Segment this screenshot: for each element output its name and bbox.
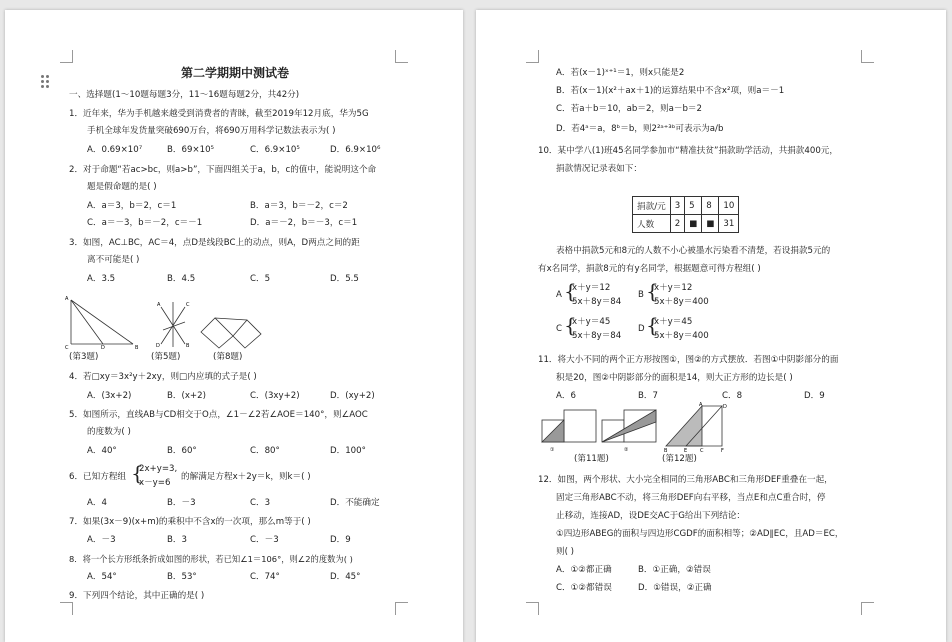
svg-text:D: D — [156, 343, 160, 349]
q5-text: 5．如图所示，直线AB与CD相交于O点，∠1－∠2若∠AOE＝140°，则∠AOC — [69, 410, 368, 420]
crop-mark — [861, 602, 874, 615]
q2-text: 2．对于命题“若ac>bc，则a>b”，下面四组关于a，b，c的值中，能说明这个命 — [69, 165, 377, 175]
q4-option-b: B．(x+2) — [167, 391, 206, 401]
q3-option-a: A．3.5 — [87, 274, 116, 284]
fig-caption-q12: (第12题) — [662, 454, 697, 464]
q3-option-d: D．5.5 — [330, 274, 359, 284]
document-page-2 — [476, 10, 946, 642]
svg-text:C: C — [700, 448, 704, 454]
q1-text: 1．近年来，华为手机越来越受到消费者的青睐，截至2019年12月底，华为5G — [69, 109, 369, 119]
svg-text:A: A — [157, 302, 161, 308]
q6-option-c: C．3 — [250, 498, 271, 508]
q3-text: 离不可能是( ) — [87, 255, 140, 265]
q6-equation-1: 2x+y=3, — [139, 464, 178, 474]
q2-option-b: B．a＝3，b＝－2，c＝2 — [250, 201, 348, 211]
fig-label: A — [65, 296, 69, 302]
q12-text: 12．如图，两个形状、大小完全相同的三角形ABC和三角形DEF重叠在一起， — [538, 475, 833, 485]
drag-handle-icon[interactable] — [41, 75, 51, 89]
q12-triangle-figure — [666, 406, 722, 446]
svg-text:A: A — [699, 402, 703, 408]
crop-mark — [861, 50, 874, 63]
fig-caption-q11: (第11题) — [574, 454, 609, 464]
crop-mark — [526, 50, 539, 63]
svg-text:F: F — [721, 448, 724, 454]
q9-option-d: D．若4ᵃ＝a，8ᵇ＝b，则2²ᵃ⁺³ᵇ可表示为a/b — [556, 124, 724, 134]
q6-option-a: A．4 — [87, 498, 107, 508]
document-page-1 — [5, 10, 463, 642]
crop-mark — [395, 50, 408, 63]
fig-caption-q5: (第5题) — [151, 352, 181, 362]
q5-intersecting-lines-figure — [161, 302, 185, 347]
table-cell: 人数 — [633, 215, 671, 233]
q10-text: 表格中捐款5元和8元的人数不小心被墨水污染看不清楚，若设捐款5元的 — [556, 246, 831, 256]
q9-option-a: A．若(x－1)ˣ⁺¹＝1，则x只能是2 — [556, 68, 685, 78]
q10-text: 10．某中学八(1)班45名同学参加市“精准扶贫”捐款助学活动，共捐款400元， — [538, 146, 838, 156]
svg-text:E: E — [684, 448, 688, 454]
q8-folded-strip-figure — [201, 318, 261, 348]
svg-text:②: ② — [624, 447, 629, 453]
table-cell: 5 — [685, 197, 702, 215]
q4-option-a: A．(3x+2) — [87, 391, 132, 401]
q6-text: 的解满足方程x＋2y＝k，则k＝( ) — [181, 472, 311, 482]
q10-option-c-eq2: 5x＋8y＝84 — [572, 331, 622, 341]
q8-option-a: A．54° — [87, 572, 117, 582]
table-cell: 捐款/元 — [633, 197, 671, 215]
q10-option-b-eq2: 5x＋8y＝400 — [654, 297, 709, 307]
fig-label: D — [101, 345, 105, 351]
section-heading: 一、选择题(1～10题每题3分，11～16题每题2分，共42分) — [69, 90, 300, 100]
q12-option-a: A．①②都正确 — [556, 565, 612, 575]
q11-square-figures — [542, 410, 656, 442]
table-cell: 31 — [719, 215, 739, 233]
table-row — [633, 215, 739, 233]
q5-option-d: D．100° — [330, 446, 366, 456]
q10-text: 捐款情况记录表如下： — [556, 164, 642, 174]
q10-option-d-eq2: 5x＋8y＝400 — [654, 331, 709, 341]
q10-text: 有x名同学，捐款8元的有y名同学，根据题意可得方程组( ) — [538, 264, 761, 274]
crop-mark — [60, 602, 73, 615]
brace-symbol: { — [564, 279, 577, 303]
q11-text: 11．将大小不同的两个正方形按图①，图②的方式摆放．若图①中阴影部分的面 — [538, 355, 839, 365]
svg-text:D: D — [723, 404, 727, 410]
q10-option-d-eq1: x＋y＝45 — [654, 317, 693, 327]
q10-option-c-eq1: x＋y＝45 — [572, 317, 611, 327]
q9-option-b: B．若(x－1)(x²＋ax＋1)的运算结果中不含x²项，则a＝－1 — [556, 86, 785, 96]
q4-text: 4．若□xy＝3x²y＋2xy，则□内应填的式子是( ) — [69, 372, 257, 382]
fig-label: B — [135, 345, 139, 351]
crop-mark — [395, 602, 408, 615]
q12-text: 固定三角形ABC不动，将三角形DEF向右平移，当点E和点C重合时，停 — [556, 493, 826, 503]
donation-table — [632, 196, 739, 233]
q11-option-d: D．9 — [804, 391, 825, 401]
q8-text: 8．将一个长方形纸条折成如图的形状，若已知∠1＝106°，则∠2的度数为( ) — [69, 554, 353, 564]
q5-text: 的度数为( ) — [87, 427, 131, 437]
q10-option-a-eq2: 5x＋8y＝84 — [572, 297, 622, 307]
q12-option-c: C．①②都错误 — [556, 583, 612, 593]
q8-option-c: C．74° — [250, 572, 280, 582]
q3-triangle-figure — [71, 300, 133, 344]
q11-option-a: A．6 — [556, 391, 576, 401]
brace-symbol: { — [646, 313, 659, 337]
q3-option-c: C．5 — [250, 274, 271, 284]
q3-text: 3．如图，AC⊥BC，AC＝4，点D是线段BC上的动点，则A，D两点之间的距 — [69, 238, 360, 248]
table-row — [633, 197, 739, 215]
q2-option-d: D．a＝－2，b＝－3，c＝1 — [250, 218, 358, 228]
q11-text: 积是20，图②中阴影部分的面积是14，则大正方形的边长是( ) — [556, 373, 793, 383]
brace-symbol: { — [131, 461, 144, 485]
q1-option-c: C．6.9×10⁵ — [250, 145, 300, 155]
q5-option-a: A．40° — [87, 446, 117, 456]
q3-option-b: B．4.5 — [167, 274, 196, 284]
crop-mark — [526, 602, 539, 615]
q1-option-b: B．69×10⁵ — [167, 145, 215, 155]
q7-option-a: A．－3 — [87, 535, 116, 545]
q4-option-c: C．(3xy+2) — [250, 391, 300, 401]
q10-option-a-eq1: x＋y＝12 — [572, 283, 611, 293]
figures-q11-q12 — [536, 402, 736, 454]
q10-option-a-label: A — [556, 290, 562, 300]
svg-text:①: ① — [550, 447, 555, 453]
q2-text: 题是假命题的是( ) — [87, 182, 157, 192]
q1-option-a: A．0.69×10⁷ — [87, 145, 143, 155]
q8-option-d: D．45° — [330, 572, 361, 582]
q9-option-c: C．若a＋b＝10，ab＝2，则a－b＝2 — [556, 104, 702, 114]
q12-option-d: D．①错误，②正确 — [638, 583, 712, 593]
q11-option-c: C．8 — [722, 391, 743, 401]
q10-option-c-label: C — [556, 324, 563, 334]
table-cell: 3 — [670, 197, 684, 215]
q12-text: 止移动，连接AD，设DE交AC于G给出下列结论： — [556, 511, 746, 521]
page-title: 第二学期期中测试卷 — [181, 66, 290, 80]
brace-symbol: { — [646, 279, 659, 303]
q7-text: 7．如果(3x－9)(x+m)的乘积中不含x的一次项，那么m等于( ) — [69, 517, 311, 527]
q10-option-d-label: D — [638, 324, 645, 334]
q6-text: 6．已知方程组 — [69, 472, 127, 482]
fig-label: C — [65, 345, 69, 351]
q4-option-d: D．(xy+2) — [330, 391, 375, 401]
q9-text: 9．下列四个结论，其中正确的是( ) — [69, 591, 205, 601]
q11-option-b: B．7 — [638, 391, 658, 401]
table-cell: 10 — [719, 197, 739, 215]
figures-q3-q5-q8 — [63, 292, 313, 352]
table-cell: 8 — [702, 197, 719, 215]
q12-text: 则( ) — [556, 547, 575, 557]
svg-text:C: C — [186, 302, 190, 308]
crop-mark — [60, 50, 73, 63]
svg-text:B: B — [664, 448, 668, 454]
q10-option-b-label: B — [638, 290, 644, 300]
q5-option-b: B．60° — [167, 446, 197, 456]
table-cell: ■ — [702, 215, 719, 233]
table-cell: 2 — [670, 215, 684, 233]
q8-option-b: B．53° — [167, 572, 197, 582]
q12-text: ①四边形ABEG的面积与四边形CGDF的面积相等；②AD∥EC，且AD＝EC， — [556, 529, 844, 539]
q7-option-c: C．－3 — [250, 535, 279, 545]
q2-option-c: C．a＝－3，b＝－2，c＝－1 — [87, 218, 203, 228]
q12-option-b: B．①正确，②错误 — [638, 565, 711, 575]
svg-text:B: B — [186, 343, 190, 349]
fig-caption-q8: (第8题) — [213, 352, 243, 362]
q10-option-b-eq1: x＋y＝12 — [654, 283, 693, 293]
q7-option-b: B．3 — [167, 535, 187, 545]
table-cell: ■ — [685, 215, 702, 233]
q2-option-a: A．a＝3，b＝2，c＝1 — [87, 201, 177, 211]
q1-option-d: D．6.9×10⁶ — [330, 145, 381, 155]
q6-equation-2: x－y=6 — [139, 478, 171, 488]
fig-caption-q3: (第3题) — [69, 352, 99, 362]
brace-symbol: { — [564, 313, 577, 337]
q6-option-d: D．不能确定 — [330, 498, 380, 508]
q6-option-b: B．－3 — [167, 498, 196, 508]
q5-option-c: C．80° — [250, 446, 280, 456]
q7-option-d: D．9 — [330, 535, 351, 545]
q1-text: 手机全球年发货量突破690万台，将690万用科学记数法表示为( ) — [87, 126, 336, 136]
